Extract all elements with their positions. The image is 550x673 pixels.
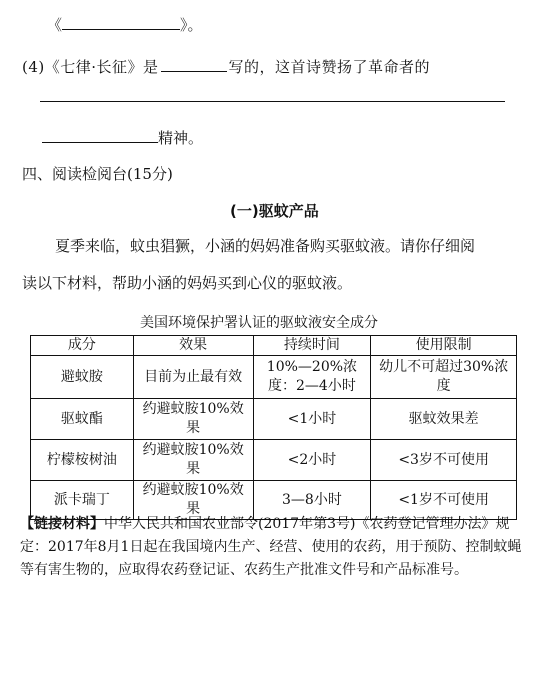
intro-line-1: 夏季来临，蚊虫猖獗，小涵的妈妈准备购买驱蚊液。请你仔细阅 [55,237,476,255]
section-heading: 四、阅读检阅台(15分) [22,165,173,183]
cell-duration: 3—8小时 [253,481,371,520]
q4-line1 [22,55,430,77]
header-restriction: 使用限制 [371,336,517,356]
cell-effect: 约避蚊胺10%效果 [133,399,253,440]
cell-restriction: <3岁不可使用 [371,440,517,481]
q4-prefix: (4)《七律·长征》是 [22,58,159,76]
table-caption: 美国环境保护署认证的驱蚊液安全成分 [140,315,378,331]
header-duration: 持续时间 [253,336,371,356]
passage-title: (一)驱蚊产品 [230,202,319,220]
safety-table [30,335,517,520]
cell-duration: <1小时 [253,399,371,440]
cell-duration: <2小时 [253,440,371,481]
link-material-paragraph [20,513,528,582]
cell-ingredient: 柠檬桉树油 [31,440,134,481]
cell-restriction: 驱蚊效果差 [371,399,517,440]
table-row [31,356,517,399]
cell-ingredient: 避蚊胺 [31,356,134,399]
link-material-label: 【链接材料】 [20,516,104,532]
q3-answer-blank[interactable] [62,13,180,30]
q4-middle: 写的，这首诗赞扬了革命者的 [228,58,431,76]
header-ingredient: 成分 [31,336,134,356]
cell-effect: 约避蚊胺10%效果 [133,440,253,481]
q3-close-bracket: 》。 [180,16,203,34]
cell-restriction: 幼儿不可超过30%浓度 [371,356,517,399]
cell-restriction: <1岁不可使用 [371,481,517,520]
table-header-row [31,336,517,356]
q3-tail-line [47,13,203,35]
header-effect: 效果 [133,336,253,356]
cell-ingredient: 驱蚊酯 [31,399,134,440]
q4-spirit-blank[interactable] [42,126,158,143]
q4-line3 [42,126,203,148]
q3-open-bracket: 《 [47,16,63,34]
q4-answer-line[interactable] [40,101,505,102]
q4-author-blank[interactable] [161,55,227,72]
q4-suffix: 精神。 [158,129,204,147]
cell-duration: 10%—20%浓度：2—4小时 [253,356,371,399]
table-row [31,399,517,440]
cell-effect: 约避蚊胺10%效果 [133,481,253,520]
intro-line-2: 读以下材料，帮助小涵的妈妈买到心仪的驱蚊液。 [22,274,353,292]
link-material-text: 中华人民共和国农业部令(2017年第3号)《农药登记管理办法》规定：2017年8月1日起在我国境内生产、经营、使用的农药，用于预防、控制蚊蝇等有害生物的，应取得农药登记证、农药生产批准文件号和产品标准号。 [20,516,522,578]
cell-effect: 目前为止最有效 [133,356,253,399]
table-row [31,440,517,481]
cell-ingredient: 派卡瑞丁 [31,481,134,520]
